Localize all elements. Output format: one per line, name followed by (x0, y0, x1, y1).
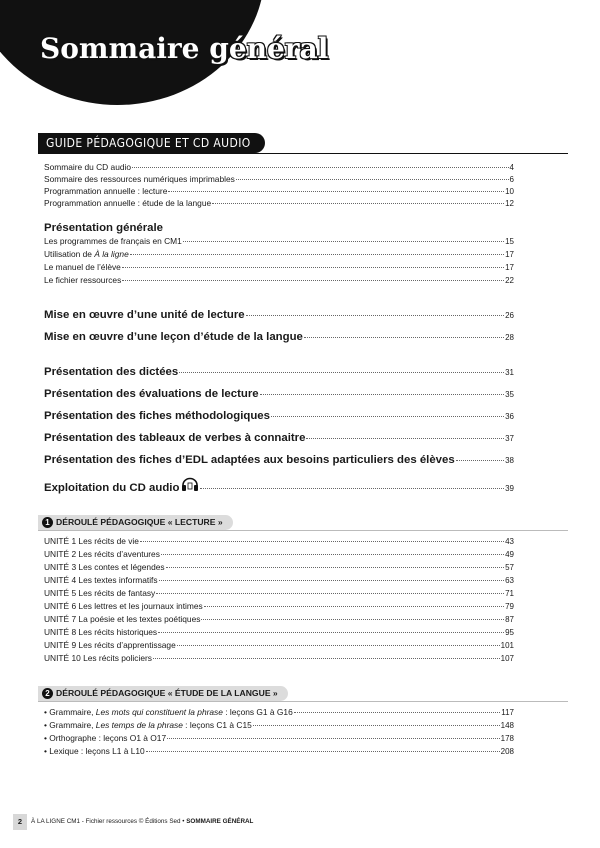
toc-entry-page: 17 (505, 250, 514, 259)
toc-entry-label: UNITÉ 1 Les récits de vie (44, 536, 139, 546)
toc-leader-dots (156, 593, 504, 594)
toc-entry-page: 107 (500, 654, 514, 663)
toc-entry[interactable] (44, 186, 514, 198)
toc-entry[interactable] (44, 575, 514, 587)
footer-page-number: 2 (13, 814, 27, 830)
toc-entry-label: Présentation des fiches d’EDL adaptées aux besoins particuliers des élèves (44, 454, 455, 466)
toc-leader-dots (246, 315, 504, 316)
toc-entry-page: 79 (505, 602, 514, 611)
toc-entry-label: UNITÉ 4 Les textes informatifs (44, 575, 158, 585)
toc-leader-dots (200, 488, 504, 489)
toc-leader-dots (304, 337, 504, 338)
toc-entry[interactable] (44, 198, 514, 210)
guide-section-header (38, 133, 568, 154)
toc-entry-label: Mise en œuvre d’une leçon d’étude de la langue (44, 331, 303, 343)
toc-entry-page: 28 (505, 333, 514, 342)
page-title: Sommaire général (40, 32, 329, 65)
toc-leader-dots (161, 554, 504, 555)
toc-entry[interactable] (44, 707, 514, 719)
toc-entry-page: 63 (505, 576, 514, 585)
toc-entry[interactable] (44, 720, 514, 732)
toc-entry[interactable] (44, 549, 514, 561)
toc-entry[interactable] (44, 236, 514, 248)
toc-entry-page: 148 (500, 721, 514, 730)
presentation-heading: Présentation générale (44, 222, 164, 234)
toc-entry-page: 87 (505, 615, 514, 624)
toc-entry[interactable] (44, 562, 514, 574)
toc-entry-bold[interactable] (44, 331, 514, 347)
footer-text (31, 818, 253, 825)
toc-leader-dots (253, 725, 500, 726)
toc-leader-dots (204, 606, 504, 607)
toc-entry-page: 208 (500, 747, 514, 756)
toc-entry-page: 10 (505, 187, 514, 196)
label-italic: Les temps de la phrase (95, 720, 183, 730)
toc-entry-page: 49 (505, 550, 514, 559)
toc-entry-label: UNITÉ 5 Les récits de fantasy (44, 588, 156, 598)
toc-entry-page: 6 (509, 175, 514, 184)
toc-leader-dots (306, 438, 504, 439)
toc-entry-page: 4 (509, 163, 514, 172)
toc-leader-dots (159, 580, 505, 581)
toc-entry-label (44, 720, 252, 730)
toc-entry-label: Sommaire du CD audio (44, 162, 132, 172)
label-prefix: • Grammaire, (44, 720, 96, 730)
toc-entry-label: Le fichier ressources (44, 275, 122, 285)
toc-entry-label: UNITÉ 10 Les récits policiers (44, 653, 152, 663)
footer-section: SOMMAIRE GÉNÉRAL (186, 818, 254, 825)
toc-entry-label: UNITÉ 9 Les récits d’apprentissage (44, 640, 176, 650)
toc-leader-dots (130, 254, 504, 255)
toc-entry-page: 101 (500, 641, 514, 650)
toc-leader-dots (153, 658, 500, 659)
toc-entry-label: Programmation annuelle : étude de la langue (44, 198, 212, 208)
toc-entry-page: 35 (505, 390, 514, 399)
toc-entry-label (44, 707, 293, 717)
guide-section-title: GUIDE PÉDAGOGIQUE ET CD AUDIO (38, 133, 265, 153)
toc-entry-label: Exploitation du CD audio (44, 482, 180, 494)
toc-entry[interactable] (44, 614, 514, 626)
toc-leader-dots (122, 280, 504, 281)
footer-credit: À LA LIGNE CM1 - Fichier ressources © Éditions Sed • (31, 818, 187, 825)
toc-leader-dots (132, 167, 509, 168)
toc-leader-dots (201, 619, 504, 620)
toc-entry[interactable] (44, 601, 514, 613)
label-suffix: : leçons G1 à G16 (222, 707, 293, 717)
toc-entry-label: UNITÉ 7 La poésie et les textes poétiques (44, 614, 201, 624)
toc-entry[interactable] (44, 733, 514, 745)
toc-leader-dots (260, 394, 504, 395)
toc-leader-dots (294, 712, 501, 713)
toc-entry-page: 26 (505, 311, 514, 320)
toc-entry-bold[interactable] (44, 454, 514, 470)
langue-section-title (38, 686, 288, 701)
toc-entry-label: Présentation des dictées (44, 366, 179, 378)
toc-entry[interactable] (44, 627, 514, 639)
toc-entry[interactable] (44, 653, 514, 665)
toc-entry-bold[interactable] (44, 477, 514, 493)
toc-entry-page: 31 (505, 368, 514, 377)
toc-entry-page: 37 (505, 434, 514, 443)
toc-leader-dots (158, 632, 504, 633)
toc-leader-dots (271, 416, 504, 417)
toc-entry-page: 117 (501, 708, 514, 717)
headphones-icon (181, 477, 199, 491)
toc-leader-dots (146, 751, 500, 752)
toc-leader-dots (166, 567, 505, 568)
toc-entry-label: Présentation des fiches méthodologiques (44, 410, 270, 422)
toc-entry[interactable] (44, 275, 514, 287)
toc-entry-page: 15 (505, 237, 514, 246)
toc-leader-dots (177, 645, 500, 646)
toc-entry-label: UNITÉ 3 Les contes et légendes (44, 562, 165, 572)
label-italic: Les mots qui constituent la phrase (95, 707, 223, 717)
toc-entry[interactable] (44, 262, 514, 274)
toc-entry-page: 22 (505, 276, 514, 285)
toc-leader-dots (212, 203, 504, 204)
toc-entry-label: UNITÉ 2 Les récits d’aventures (44, 549, 160, 559)
toc-entry-label: UNITÉ 6 Les lettres et les journaux intimes (44, 601, 203, 611)
toc-leader-dots (140, 541, 504, 542)
label-suffix: : leçons C1 à C15 (182, 720, 252, 730)
label-prefix: • Grammaire, (44, 707, 96, 717)
toc-entry-page: 71 (505, 589, 514, 598)
toc-entry-bold[interactable] (44, 410, 514, 426)
toc-leader-dots (179, 372, 504, 373)
section-number-badge: 2 (42, 688, 53, 699)
toc-entry-page: 39 (505, 484, 514, 493)
toc-leader-dots (167, 738, 500, 739)
toc-entry-label: • Lexique : leçons L1 à L10 (44, 746, 145, 756)
toc-entry[interactable] (44, 746, 514, 758)
toc-leader-dots (236, 179, 509, 180)
lecture-section-title (38, 515, 233, 530)
toc-entry[interactable] (44, 249, 514, 261)
toc-entry-page: 38 (505, 456, 514, 465)
toc-entry-bold[interactable] (44, 388, 514, 404)
toc-leader-dots (183, 241, 504, 242)
toc-entry-label-italic: À la ligne (94, 249, 129, 259)
toc-entry-label-prefix: Utilisation de (44, 249, 95, 259)
toc-entry-bold[interactable] (44, 366, 514, 382)
toc-entry-page: 57 (505, 563, 514, 572)
toc-entry-label: UNITÉ 8 Les récits historiques (44, 627, 158, 637)
toc-entry[interactable] (44, 162, 514, 174)
toc-entry-page: 95 (505, 628, 514, 637)
toc-entry-page: 36 (505, 412, 514, 421)
langue-section-label: DÉROULÉ PÉDAGOGIQUE « ÉTUDE DE LA LANGUE » (56, 688, 278, 698)
toc-leader-dots (168, 191, 504, 192)
toc-leader-dots (122, 267, 504, 268)
toc-entry-label: Présentation des évaluations de lecture (44, 388, 259, 400)
toc-entry-label: Le manuel de l’élève (44, 262, 121, 272)
toc-entry-page: 178 (500, 734, 514, 743)
toc-entry-label: Présentation des tableaux de verbes à connaitre (44, 432, 306, 444)
toc-entry-page: 17 (505, 263, 514, 272)
toc-entry-label: Programmation annuelle : lecture (44, 186, 168, 196)
toc-entry-label: Mise en œuvre d’une unité de lecture (44, 309, 245, 321)
lecture-section-label: DÉROULÉ PÉDAGOGIQUE « LECTURE » (56, 517, 223, 527)
toc-entry[interactable] (44, 640, 514, 652)
lecture-section-header (38, 515, 568, 531)
toc-entry-page: 12 (505, 199, 514, 208)
toc-entry[interactable] (44, 588, 514, 600)
toc-entry-label: • Orthographe : leçons O1 à O17 (44, 733, 167, 743)
section-number-badge: 1 (42, 517, 53, 528)
toc-entry[interactable] (44, 536, 514, 548)
toc-entry-page: 43 (505, 537, 514, 546)
toc-entry-label: Les programmes de français en CM1 (44, 236, 182, 246)
toc-leader-dots (456, 460, 504, 461)
toc-entry-bold[interactable] (44, 309, 514, 325)
toc-entry-label: Sommaire des ressources numériques imprimables (44, 174, 235, 184)
toc-entry-bold[interactable] (44, 432, 514, 448)
toc-entry[interactable] (44, 174, 514, 186)
langue-section-header (38, 686, 568, 702)
toc-entry-label (44, 249, 129, 259)
